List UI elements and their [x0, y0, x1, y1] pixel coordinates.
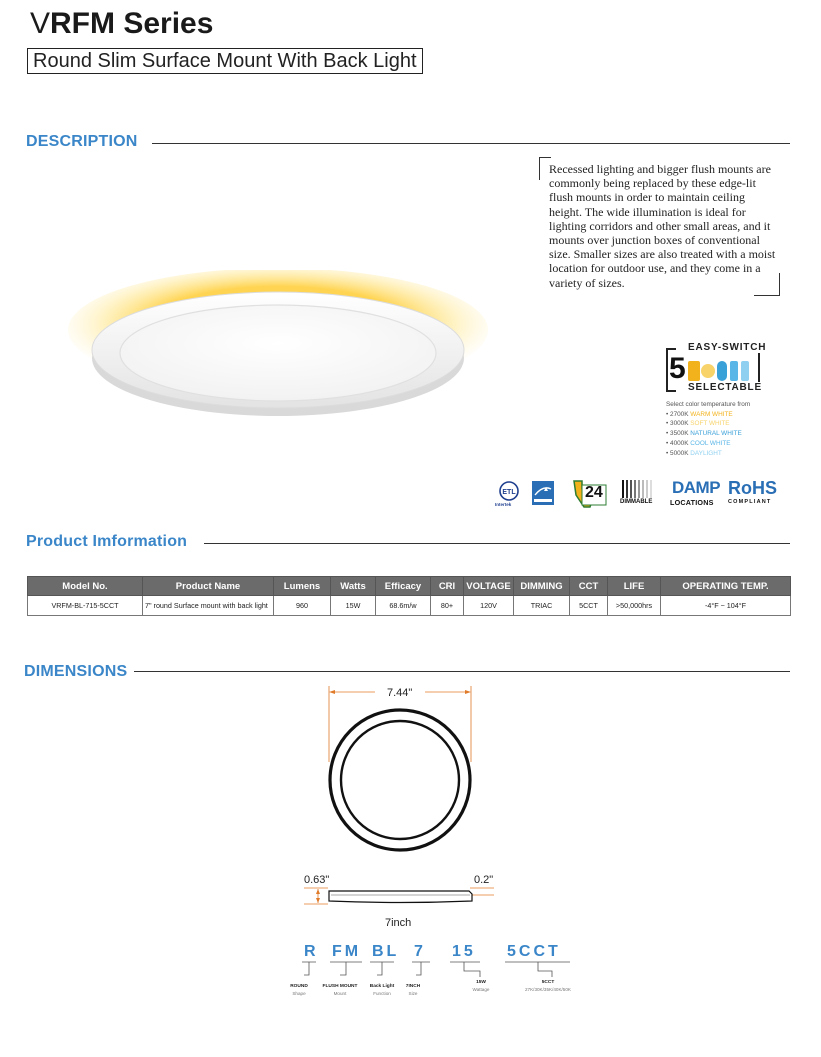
- table-cell: >50,000hrs: [608, 596, 661, 616]
- section-divider: [204, 543, 790, 544]
- easy-switch-number: 5: [669, 352, 686, 385]
- spec-table: [27, 576, 791, 616]
- height-label: 0.63": [304, 874, 330, 886]
- code-segment-cct: 5CCT: [507, 943, 561, 960]
- cct-intro: Select color temperature from: [666, 401, 751, 408]
- damp-label: DAMP: [672, 478, 721, 497]
- size-label: 7inch: [385, 917, 412, 929]
- table-cell: 15W: [331, 596, 376, 616]
- page-subtitle: Round Slim Surface Mount With Back Light: [27, 48, 423, 74]
- svg-text:ETL: ETL: [502, 489, 516, 496]
- table-header-cell: Efficacy: [376, 577, 431, 596]
- section-divider: [134, 671, 790, 672]
- description-bracket-bottom: [754, 273, 780, 296]
- table-header-row: [28, 577, 791, 596]
- dimmable-label: DIMMABLE: [620, 499, 653, 505]
- code-segment-size: 7: [414, 943, 426, 960]
- top-view-drawing: [320, 682, 480, 854]
- cct-option: • 2700K WARM WHITE: [666, 410, 733, 418]
- table-cell: 68.6m/w: [376, 596, 431, 616]
- code-sub-mount: Mount: [333, 991, 347, 996]
- code-sub-size: Size: [408, 991, 418, 996]
- table-cell: 120V: [464, 596, 514, 616]
- table-cell: VRFM-BL-715-5CCT: [28, 596, 143, 616]
- easy-switch-title: EASY-SWITCH: [688, 342, 767, 353]
- warranty-years: 24: [585, 484, 603, 501]
- cct-option: • 4000K COOL WHITE: [666, 439, 731, 447]
- certification-logos: [492, 478, 782, 510]
- side-view-drawing: [304, 884, 494, 910]
- cct-option: • 3000K SOFT WHITE: [666, 420, 730, 428]
- table-cell: 80+: [431, 596, 464, 616]
- cct-options-list: [666, 400, 750, 458]
- code-label-cct: 5CCT: [541, 980, 555, 985]
- code-segment-mount: FM: [332, 943, 362, 960]
- cct-option: • 3500K NATURAL WHITE: [666, 430, 742, 438]
- dimmable-bars-icon: [622, 480, 656, 498]
- section-heading-product-info: Product Imformation: [26, 533, 188, 550]
- table-header-cell: Product Name: [143, 577, 274, 596]
- table-row: [28, 596, 791, 616]
- code-label-mount: FLUSH MOUNT: [322, 984, 358, 989]
- section-heading-description: DESCRIPTION: [26, 133, 138, 150]
- code-segment-function: BL: [372, 943, 400, 960]
- table-cell: 7" round Surface mount with back light: [143, 596, 274, 616]
- table-cell: 5CCT: [570, 596, 608, 616]
- code-label-size: 7INCH: [405, 984, 421, 989]
- table-header-cell: CCT: [570, 577, 608, 596]
- easy-switch-subtitle: SELECTABLE: [688, 382, 762, 393]
- rohs-compliant-label: COMPLIANT: [728, 499, 772, 505]
- code-segment-shape: R: [304, 943, 319, 960]
- code-label-function: Back Light: [369, 984, 395, 989]
- section-heading-dimensions: DIMENSIONS: [24, 663, 128, 680]
- etl-sub-label: Intertek: [495, 502, 512, 507]
- edge-thickness-label: 0.2": [474, 874, 494, 886]
- product-image: [60, 270, 490, 450]
- table-cell: 960: [274, 596, 331, 616]
- table-header-cell: LIFE: [608, 577, 661, 596]
- table-header-cell: Model No.: [28, 577, 143, 596]
- table-cell: -4°F ~ 104°F: [661, 596, 791, 616]
- code-sub-cct: 27K/30K/35K/40K/50K: [525, 987, 571, 992]
- color-swatches-icon: [688, 359, 754, 383]
- code-sub-wattage: Wattage: [472, 987, 490, 992]
- table-header-cell: VOLTAGE: [464, 577, 514, 596]
- cct-option: • 5000K DAYLIGHT: [666, 449, 722, 457]
- table-header-cell: DIMMING: [514, 577, 570, 596]
- table-header-cell: CRI: [431, 577, 464, 596]
- code-label-wattage: 15W: [476, 980, 486, 985]
- rohs-label: RoHS: [728, 478, 777, 498]
- section-divider: [152, 143, 790, 144]
- energy-star-icon: [532, 481, 554, 505]
- description-text: Recessed lighting and bigger flush mounts are commonly being replaced by these edge-lit flush mounts in order to maintain ceiling height. The wide illumination is ideal for lighting corridors and other small areas, and it mounts over junction boxes of conventional size. Smaller sizes are also treated with a moist location for outdoor use, and they come in a variety of sizes.: [549, 162, 776, 290]
- code-segment-wattage: 15: [452, 943, 476, 960]
- table-header-cell: OPERATING TEMP.: [661, 577, 791, 596]
- table-header-cell: Watts: [331, 577, 376, 596]
- code-sub-function: Function: [373, 991, 391, 996]
- code-sub-shape: Shape: [292, 991, 306, 996]
- damp-locations-label: LOCATIONS: [670, 498, 714, 507]
- table-cell: TRIAC: [514, 596, 570, 616]
- code-label-shape: ROUND: [290, 984, 308, 989]
- table-header-cell: Lumens: [274, 577, 331, 596]
- part-number-breakdown: [280, 943, 580, 1003]
- page-title: VRFM Series: [30, 7, 214, 40]
- diameter-label: 7.44": [387, 687, 413, 699]
